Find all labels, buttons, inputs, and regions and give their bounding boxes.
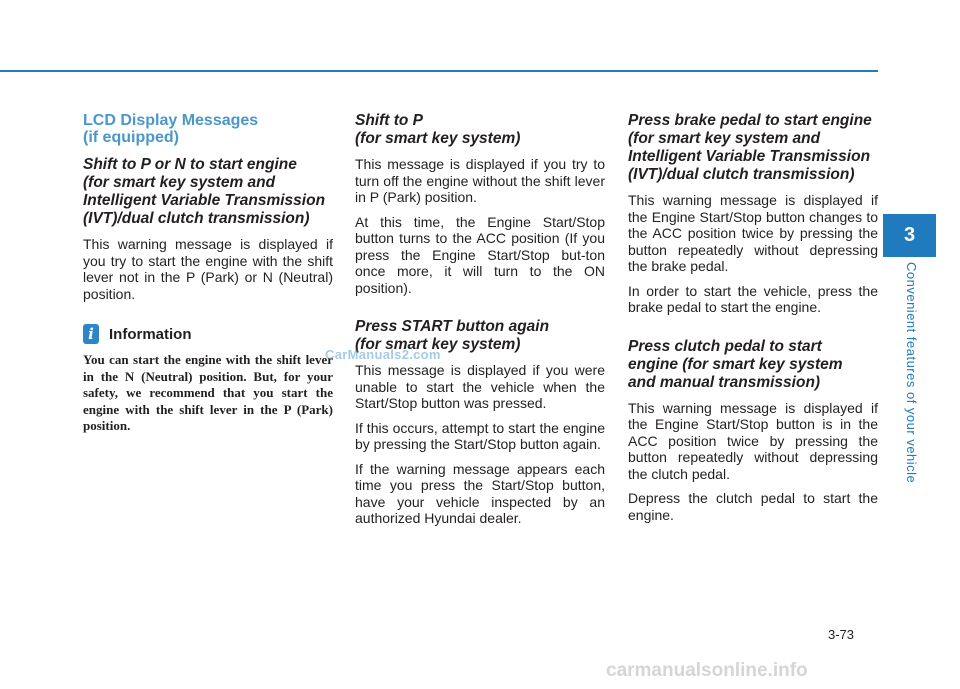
section-title — [83, 112, 333, 146]
information-icon: i — [83, 324, 99, 344]
paragraph: Depress the clutch pedal to start the engine. — [628, 490, 878, 523]
column-left — [83, 112, 333, 435]
paragraph: This warning message is displayed if the Engine Start/Stop button is in the ACC position twice by pressing the button repeatedly without depressing the clutch pedal. — [628, 399, 878, 482]
information-header — [83, 324, 333, 344]
heading-line: (for smart key system) — [355, 130, 521, 147]
heading-line: (IVT)/dual clutch transmission) — [628, 166, 855, 183]
paragraph: This warning message is displayed if you try to start the engine with the shift lever not in the P (Park) or N (Neutral) position. — [83, 236, 333, 302]
heading-press-clutch-pedal — [628, 338, 878, 392]
header-rule — [0, 70, 878, 72]
heading-line: (for smart key system) — [355, 336, 521, 353]
column-middle — [355, 112, 605, 527]
heading-shift-to-p — [355, 112, 605, 148]
section-title-line1: LCD Display Messages — [83, 112, 259, 129]
heading-line: (for smart key system and — [83, 174, 276, 191]
information-text: You can start the engine with the shift lever in the N (Neutral) position. But, for your safety, we recommend that you start the engine with the shift lever in the P (Park) position. — [83, 352, 333, 433]
heading-line: (for smart key system and — [628, 130, 821, 147]
heading-line: Intelligent Variable Transmission — [628, 148, 871, 165]
page-number: 3-73 — [828, 627, 855, 642]
watermark-center: CarManuals2.com — [325, 347, 441, 362]
heading-line: Shift to P — [355, 112, 424, 129]
heading-line: Press START button again — [355, 318, 550, 335]
column-right — [628, 112, 878, 523]
heading-press-brake-pedal — [628, 112, 878, 184]
watermark-footer: carmanualsonline.info — [606, 660, 808, 681]
paragraph: This warning message is displayed if the Engine Start/Stop button changes to the ACC position twice by pressing the button repeatedly without depressing the brake pedal. — [628, 192, 878, 274]
paragraph: If the warning message appears each time you press the Start/Stop button, have your vehicle inspected by an authorized Hyundai dealer. — [355, 460, 605, 526]
heading-line: Shift to P or N to start engine — [83, 156, 297, 173]
chapter-title: Convenient features of your vehicle — [904, 262, 919, 484]
paragraph: This message is displayed if you were unable to start the vehicle when the Start/Stop button was pressed. — [355, 362, 605, 411]
paragraph: This message is displayed if you try to turn off the engine without the shift lever in P (Park) position. — [355, 156, 605, 205]
chapter-tab: 3 — [883, 214, 936, 257]
paragraph: At this time, the Engine Start/Stop button turns to the ACC position (If you press the Engine Start/Stop but-ton once more, it will turn to the ON position). — [355, 213, 605, 296]
heading-shift-p-or-n — [83, 156, 333, 228]
paragraph: If this occurs, attempt to start the engine by pressing the Start/Stop button again. — [355, 419, 605, 452]
paragraph: In order to start the vehicle, press the brake pedal to start the engine. — [628, 282, 878, 315]
heading-line: engine (for smart key system — [628, 355, 843, 373]
section-title-line2: (if equipped) — [83, 129, 179, 146]
heading-line: Press clutch pedal to start — [628, 337, 822, 355]
heading-line: Press brake pedal to start engine — [628, 112, 872, 129]
heading-line: Intelligent Variable Transmission — [83, 192, 326, 209]
information-label: Information — [109, 325, 192, 343]
heading-line: and manual transmission) — [628, 373, 821, 391]
heading-line: (IVT)/dual clutch transmission) — [83, 210, 310, 227]
